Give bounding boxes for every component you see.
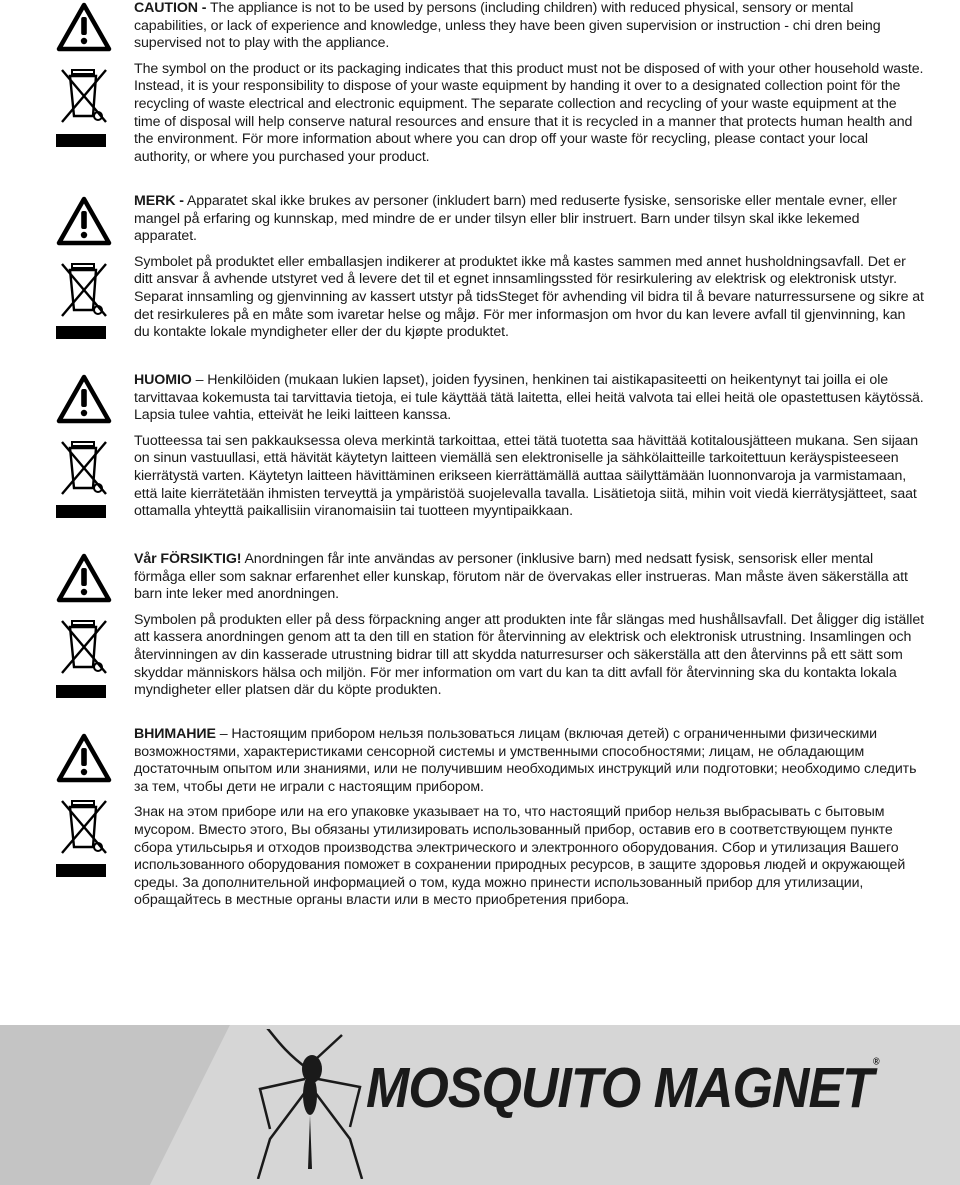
- safety-paragraph: [134, 726, 924, 796]
- section-huomio-fi: [134, 372, 924, 529]
- safety-paragraph: [134, 193, 924, 246]
- section-vnimanie-ru: [134, 726, 924, 918]
- crossed-out-wheelie-bin-icon: [60, 66, 112, 126]
- section-heading: HUOMIO: [134, 372, 192, 388]
- safety-paragraph: [134, 372, 924, 425]
- weee-black-bar: [56, 326, 106, 339]
- section-caution-en: [134, 0, 924, 174]
- warning-triangle-icon: [56, 196, 112, 246]
- disposal-paragraph: Symbolet på produktet eller emballasjen indikerer at produktet ikke må kastes sammen med annet husholdningsavfall. Det er ditt ansvar å avhende utstyret ved å levere det til et egnet innsamlingssted för resirkulering av elektrisk og elektronisk utstyr. Separat innsamling og gjenvinning av kassert utstyr på tidsSteget för avhending vil bidra til å bevare naturressursene og sikre at det resirkuleres på en måte som ivaretar helse og måjø. För mer informasjon om hvor du kan levere avfall til gjenvinning, kan du kontakte lokale myndigheter eller der du kjøpte produktet.: [134, 253, 924, 341]
- section-forsiktig-sv: [134, 551, 924, 708]
- registered-mark: ®: [872, 1056, 879, 1067]
- brand-logo-text: [366, 1056, 879, 1121]
- section-heading: MERK -: [134, 193, 184, 209]
- safety-text: Anordningen får inte användas av personer (inklusive barn) med nedsatt fysisk, sensorisk eller mental förmåga eller som saknar erfarenhet eller kunskap, förutom när de övervakas eller instrueras. Man måste även säkerställa att barn inte leker med anordningen.: [134, 551, 908, 603]
- disposal-paragraph: Symbolen på produkten eller på dess förpackning anger att produkten inte får slängas med hushållsavfall. Det åligger dig istället att kassera anordningen genom att ta den till en station för återvinning av elektrisk och elektronisk utrustning. Insamlingen och återvinningen av din kasserade utrustning bidrar till att skydda naturresurser och säkerställa att den återvinns på ett sätt som skyddar människors hälsa och miljön. För mer information om vart du kan ta ditt avfall för återvinning ska du kontakta lokala myndigheter eller platsen där du köpte produkten.: [134, 611, 924, 699]
- weee-black-bar: [56, 864, 106, 877]
- safety-paragraph: [134, 551, 924, 604]
- crossed-out-wheelie-bin-icon: [60, 438, 112, 498]
- warning-triangle-icon: [56, 374, 112, 424]
- disposal-paragraph: Tuotteessa tai sen pakkauksessa oleva merkintä tarkoittaa, ettei tätä tuotetta saa hävittää kotitalousjätteen mukana. Sen sijaan on sinun vastuullasi, että hävität käytetyn laitteen viemällä sen elektroniselle ja sähkölaitteille tarkoitettuun keräyspisteeseen kierrätystä varten. Käytetyn laitteen hävittäminen erikseen kierrättämällä auttaa säilyttämään luonnonvaroja ja varmistamaan, että laite kierrätetään ihmisten terveyttä ja ympäristöä suojelevalla tavalla. Lisätietoja siitä, mihin voit viedä kierrätysjätteet, saat ottamalla yhteyttä paikallisiin viranomaisiin tai tuotteen myyntipaikkaan.: [134, 432, 919, 520]
- logo-wordmark: MOSQUITO MAGNET: [366, 1057, 873, 1120]
- safety-text: – Настоящим прибором нельзя пользоваться лицам (включая детей) с ограниченными физическими возможностями, характеристиками сенсорной системы и умственными способностями; лицам, не обладающим достаточным опытом или знаниями, или не получившим необходимых инструкций или подготовки; необходимо следить за тем, чтобы дети не играли с настоящим прибором.: [134, 726, 917, 795]
- safety-text: – Henkilöiden (mukaan lukien lapset), joiden fyysinen, henkinen tai aistikapasiteetti on heikentynyt tai joilla ei ole tarvittavaa kokemusta tai tarvittavia tietoja, ei tule käyttää tätä laitetta, ellei heitä valvota tai ellei heitä ole opastettusen käytössä. Lapsia tulee vahtia, etteivät he leiki laitteen kanssa.: [134, 372, 924, 424]
- crossed-out-wheelie-bin-icon: [60, 797, 112, 857]
- section-heading: CAUTION -: [134, 0, 207, 16]
- weee-black-bar: [56, 134, 106, 147]
- section-heading: Vår FÖRSIKTIG!: [134, 551, 242, 567]
- disposal-paragraph: The symbol on the product or its packaging indicates that this product must not be disposed of with your other household waste. Instead, it is your responsibility to dispose of your waste equipment by handing it over to a designated collection point för the recycling of waste electrical and electronic equipment. The separate collection and recycling of your waste equipment at the time of disposal will help conserve natural resources and ensure that it is recycled in a manner that protects human health and the environment. För more information about where you can drop off your waste för recycling, please contact your local authority, or where you purchased your product.: [134, 60, 924, 165]
- warning-triangle-icon: [56, 553, 112, 603]
- section-heading: ВНИМАНИЕ: [134, 726, 216, 742]
- crossed-out-wheelie-bin-icon: [60, 617, 112, 677]
- mosquito-logo-icon: [250, 1029, 370, 1179]
- warning-triangle-icon: [56, 2, 112, 52]
- section-merk-no: [134, 193, 924, 350]
- weee-black-bar: [56, 505, 106, 518]
- safety-text: The appliance is not to be used by persons (including children) with reduced physical, sensory or mental capabilities, or lack of experience and knowledge, unless they have been given supervision or instruction - chi dren being supervised not to play with the appliance.: [134, 0, 881, 52]
- crossed-out-wheelie-bin-icon: [60, 260, 112, 320]
- safety-text: Apparatet skal ikke brukes av personer (inkludert barn) med reduserte fysiske, sensoriske eller mentale evner, eller mangel på erfaring og kunnskap, med mindre de er under tilsyn eller blir instruert. Barn under tilsyn skal ikke lekemed apparatet.: [134, 193, 897, 245]
- weee-black-bar: [56, 685, 106, 698]
- warning-triangle-icon: [56, 733, 112, 783]
- safety-paragraph: [134, 0, 924, 53]
- disposal-paragraph: Знак на этом приборе или на его упаковке указывает на то, что настоящий прибор нельзя выбрасывать с бытовым мусором. Вместо этого, Вы обязаны утилизировать использованный прибор, оставив его в соответствующем пункте сбора утильсырья и отходов производства электрического и электронного оборудования. Сбор и утилизация Вашего использованного оборудования поможет в сохранении природных ресурсов, в защите здоровья людей и окружающей среды. За дополнительной информацией о том, куда можно принести использованный прибор для утилизации, обращайтесь в местные органы власти или в место приобретения прибора.: [134, 804, 906, 909]
